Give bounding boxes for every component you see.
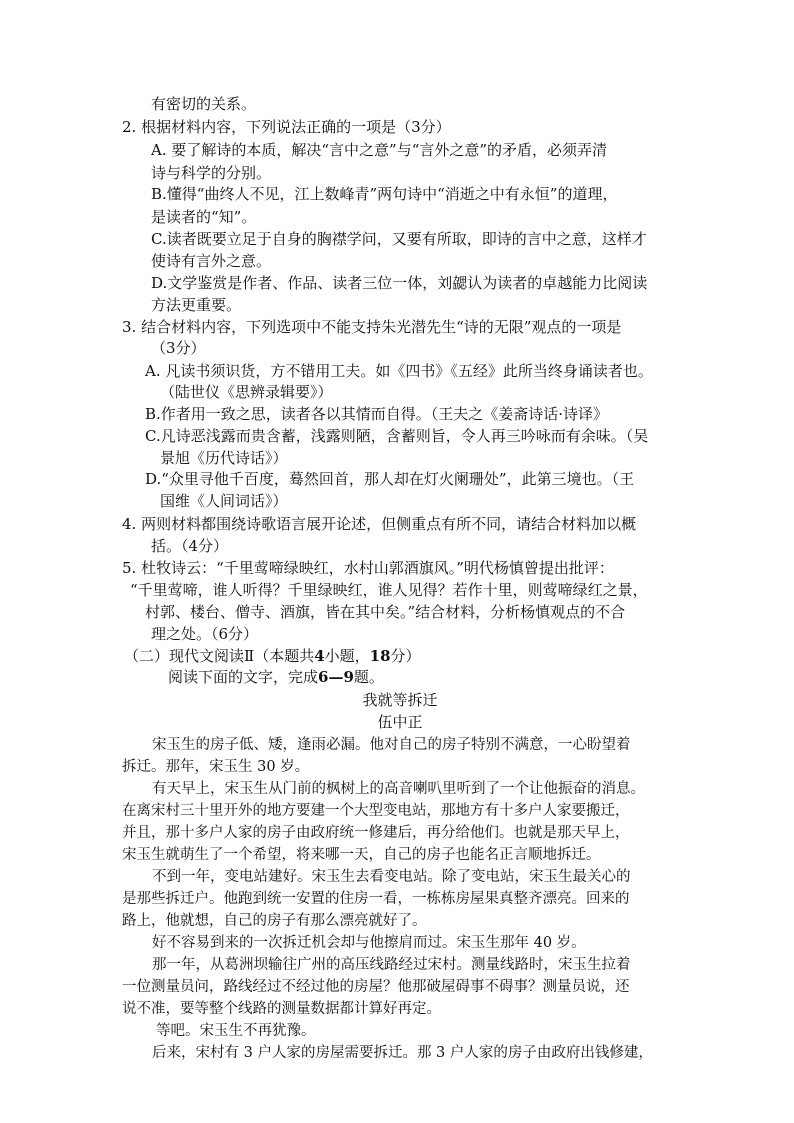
text-line: 诗与科学的分别。 — [151, 164, 272, 182]
section-suffix: 分） — [390, 647, 421, 665]
article-line: 在离宋村三十里开外的地方要建一个大型变电站，那地方有十多户人家要搬迁， — [122, 803, 630, 819]
question-4-stem: 4. 两则材料都围绕诗歌语言展开论述，但侧重点有所不同，请结合材料加以概 — [122, 515, 637, 533]
question-5-stem: 5. 杜牧诗云：“千里莺啼绿映红，水村山郭酒旗风。”明代杨慎曾提出批评： — [122, 559, 614, 577]
text-line: 村郭、楼台、僧寺、酒旗，皆在其中矣。”结合材料，分析杨慎观点的不合 — [145, 603, 626, 621]
section-prefix: （二）现代文阅读Ⅱ（本题共 — [124, 647, 315, 665]
article-line: 宋玉生就萌生了一个希望，将来哪一天，自己的房子也能名正言顺地拆迁。 — [122, 847, 601, 863]
article-author: 伍中正 — [377, 713, 423, 731]
question-2-option-a: A. 要了解诗的本质，解决“言中之意”与“言外之意”的矛盾，必须弄清 — [151, 141, 608, 159]
article-paragraph: 有天早上，宋玉生从门前的枫树上的高音喇叭里听到了一个让他振奋的消息。 — [152, 781, 645, 797]
question-3-stem: 3. 结合材料内容，下列选项中不能支持朱光潜先生“诗的无限”观点的一项是 — [122, 318, 622, 336]
text-line: （3分） — [151, 339, 206, 357]
article-paragraph: 宋玉生的房子低、矮，逢雨必漏。他对自己的房子特别不满意，一心盼望着 — [152, 737, 631, 753]
question-3-option-b: B.作者用一致之思，读者各以其情而自得。（王夫之《姜斋诗话·诗译》 — [145, 405, 609, 423]
instruction: 阅读下面的文字，完成6—9题。 — [168, 668, 384, 686]
article-paragraph: 好不容易到来的一次拆迁机会却与他擦肩而过。宋玉生那年 40 岁。 — [152, 935, 586, 951]
text-line: （陆世仪《思辨录辑要》） — [160, 383, 333, 401]
question-3-option-a: A. 凡读书须识货，方不错用工夫。如《四书》《五经》此所当终身诵读者也。 — [145, 362, 653, 380]
article-line: 路上，他就想，自己的房子有那么漂亮就好了。 — [122, 913, 427, 929]
text-line: 是读者的“知”。 — [151, 208, 257, 226]
article-paragraph: 后来，宋村有 3 户人家的房屋需要拆迁。那 3 户人家的房子由政府出钱修建， — [152, 1045, 653, 1061]
article-paragraph: 不到一年，变电站建好。宋玉生去看变电站。除了变电站，宋玉生最关心的 — [152, 869, 631, 885]
instruction-range: 6—9 — [318, 668, 354, 686]
text-line: 理之处。（6分） — [151, 625, 259, 643]
text-line: 景旭《历代诗话》） — [160, 449, 288, 467]
section-score: 18 — [369, 647, 391, 665]
question-2-option-d: D.文学鉴赏是作者、作品、读者三位一体，刘勰认为读者的卓越能力比阅读 — [151, 274, 648, 292]
question-2-option-c: C.读者既要立足于自身的胸襟学问，又要有所取，即诗的言中之意，这样才 — [151, 230, 647, 248]
text-line: “千里莺啼，谁人听得？千里绿映红，谁人见得？若作十里，则莺啼绿红之景， — [130, 581, 648, 599]
section-count: 4 — [314, 647, 325, 665]
question-3-option-c: C.凡诗恶浅露而贵含蓄，浅露则陋，含蓄则旨，令人再三吟咏而有余味。（吴 — [145, 427, 649, 445]
article-paragraph: 等吧。宋玉生不再犹豫。 — [156, 1023, 316, 1039]
article-line: 拆迁。那年，宋玉生 30 岁。 — [122, 759, 310, 775]
text-line: 国维《人间词话》） — [160, 492, 288, 510]
question-2-option-b: B.懂得“曲终人不见，江上数峰青”两句诗中“消逝之中有永恒”的道理， — [151, 185, 618, 203]
section-mid: 小题， — [324, 647, 370, 665]
question-2-stem: 2. 根据材料内容，下列说法正确的一项是（3分） — [122, 118, 451, 136]
article-title: 我就等拆迁 — [362, 691, 438, 709]
section-heading — [124, 645, 421, 667]
article-paragraph: 那一年，从葛洲坝输往广州的高压线路经过宋村。测量线路时，宋玉生拉着 — [152, 957, 631, 973]
question-3-option-d: D.“众里寻他千百度，蓦然回首，那人却在灯火阑珊处”，此第三境也。（王 — [145, 470, 635, 488]
text-line: 有密切的关系。 — [151, 95, 257, 113]
text-line: 使诗有言外之意。 — [151, 252, 272, 270]
text-line: 括。（4分） — [151, 537, 229, 555]
article-line: 说不准，要等整个线路的测量数据都计算好再定。 — [122, 1001, 441, 1017]
text-line: 方法更重要。 — [151, 296, 242, 314]
article-line: 并且，那十多户人家的房子由政府统一修建后，再分给他们。也就是那天早上， — [122, 825, 630, 841]
article-line: 一位测量员问，路线经过不经过他的房屋？他那破屋碍事不碍事？测量员说，还 — [122, 979, 630, 995]
article-line: 是那些拆迁户。他跑到统一安置的住房一看，一栋栋房屋果真整齐漂亮。回来的 — [122, 891, 630, 907]
